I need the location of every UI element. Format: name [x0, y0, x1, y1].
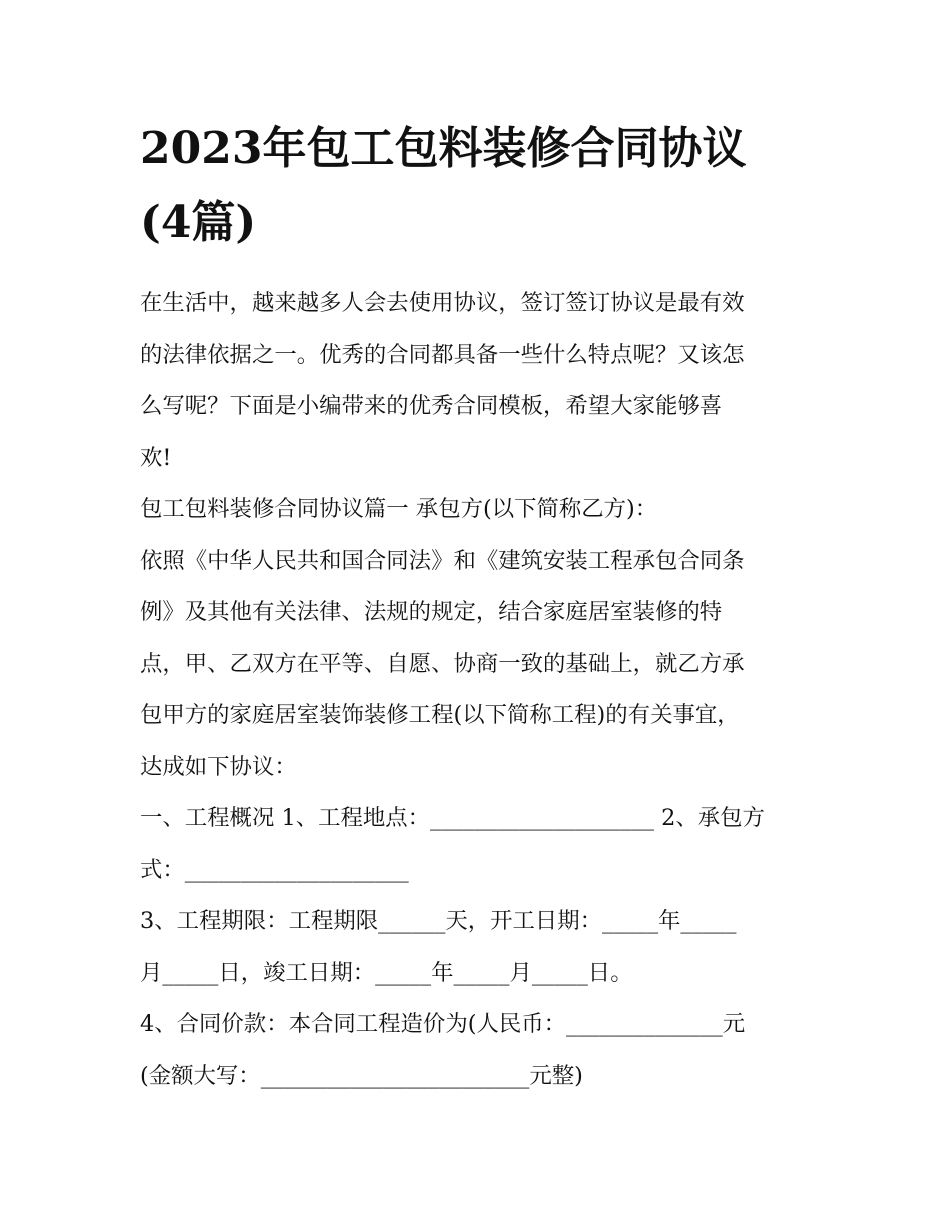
body-line: 一、工程概况 1、工程地点：____________________ 2、承包方 — [140, 805, 765, 831]
body-line: 点，甲、乙双方在平等、自愿、协商一致的基础上，就乙方承 — [140, 650, 745, 677]
document-title — [140, 112, 812, 260]
body-line: 4、合同价款：本合同工程造价为(人民币：______________元 — [140, 1011, 746, 1037]
body-line: 么写呢？下面是小编带来的优秀合同模板，希望大家能够喜 — [140, 393, 723, 419]
body-line: 例》及其他有关法律、法规的规定，结合家庭居室装修的特 — [140, 599, 723, 625]
body-line: 包甲方的家庭居室装饰装修工程(以下简称工程)的有关事宜， — [140, 702, 740, 728]
body-line: 包工包料装修合同协议篇一 承包方(以下简称乙方)： — [140, 496, 658, 522]
title-line-1: 2023年包工包料装修合同协议 — [140, 123, 747, 174]
body-line: 达成如下协议： — [140, 753, 297, 780]
body-line: 欢! — [140, 444, 172, 471]
body-line: (金额大写：________________________元整) — [140, 1062, 583, 1089]
document-page — [140, 112, 812, 1102]
body-line: 3、工程期限：工程期限______天，开工日期：_____年_____ — [140, 908, 737, 934]
title-line-2: (4篇) — [140, 197, 257, 248]
document-body — [140, 278, 812, 1102]
body-line: 依照《中华人民共和国合同法》和《建筑安装工程承包合同条 — [140, 547, 745, 574]
body-line: 月_____日，竣工日期：_____年_____月_____日。 — [140, 959, 633, 986]
body-line: 的法律依据之一。优秀的合同都具备一些什么特点呢？又该怎 — [140, 341, 745, 368]
body-line: 在生活中，越来越多人会去使用协议，签订签订协议是最有效 — [140, 290, 745, 316]
body-line: 式：____________________ — [140, 856, 409, 883]
